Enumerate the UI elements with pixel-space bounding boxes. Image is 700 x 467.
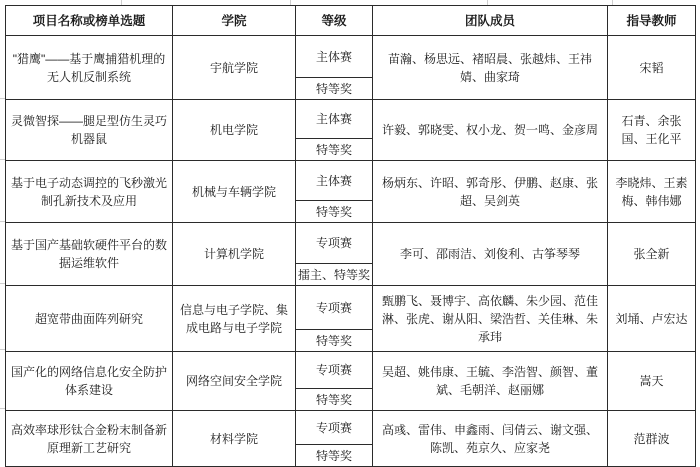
header-advisors: 指导教师 <box>626 13 677 28</box>
level-cell <box>296 161 373 222</box>
advisors-cell: 范群波 <box>633 431 670 446</box>
header-level: 等级 <box>296 6 373 35</box>
project-cell: 灵微智探——腿足型仿生灵巧机器鼠 <box>6 100 173 160</box>
level-cell <box>296 100 373 160</box>
project-cell: 基于国产基础软硬件平台的数据运维软件 <box>6 223 173 285</box>
members-cell: 甄鹏飞、聂博宇、高依麟、朱少园、范佳淋、张虎、谢从阳、梁浩哲、关佳琳、朱承玮 <box>373 286 608 351</box>
project-cell: "猎鹰"——基于鹰捕猎机理的无人机反制系统 <box>6 36 173 99</box>
level-bottom-cell: 特等奖 <box>296 388 372 410</box>
college-cell: 网络空间安全学院 <box>173 352 296 410</box>
college-cell: 机电学院 <box>173 100 296 160</box>
project-cell: 国产化的网络信息化安全防护体系建设 <box>6 352 173 410</box>
project-cell: 基于电子动态调控的飞秒激光制孔新技术及应用 <box>6 161 173 222</box>
level-cell <box>296 411 373 466</box>
advisors-cell: 石青、余张国、王化平 <box>621 114 682 146</box>
members-cell: 许毅、郭晓雯、权小龙、贺一鸣、金彦周 <box>373 100 608 160</box>
header-college: 学院 <box>173 6 296 35</box>
advisors-cell: 刘埇、卢宏达 <box>615 311 688 326</box>
level-cell <box>296 223 373 285</box>
project-cell: 超宽带曲面阵列研究 <box>6 286 173 351</box>
level-cell <box>296 352 373 410</box>
advisors-cell: 宋韬 <box>639 60 664 75</box>
level-top-cell: 专项赛 <box>315 420 352 435</box>
level-bottom-cell: 擂主、特等奖 <box>296 263 372 285</box>
table-row <box>6 352 695 411</box>
level-bottom-cell: 特等奖 <box>296 200 372 222</box>
level-bottom-cell: 特等奖 <box>296 138 372 160</box>
members-cell: 杨炳东、许昭、郭奇彤、伊鹏、赵康、张超、吴剑英 <box>373 161 608 222</box>
level-top-cell: 主体赛 <box>315 112 352 126</box>
level-bottom-cell: 特等奖 <box>296 77 372 99</box>
level-top-cell: 专项赛 <box>315 300 352 315</box>
college-cell: 材料学院 <box>173 411 296 466</box>
college-cell: 宇航学院 <box>173 36 296 99</box>
college-cell: 机械与车辆学院 <box>173 161 296 222</box>
project-cell: 高效率球形钛合金粉末制备新原理新工艺研究 <box>6 411 173 466</box>
table-row <box>6 100 695 161</box>
header-members: 团队成员 <box>373 6 608 35</box>
table-row <box>6 223 695 286</box>
level-top-cell: 专项赛 <box>315 363 352 377</box>
table-row <box>6 161 695 223</box>
college-cell: 计算机学院 <box>173 223 296 285</box>
advisors-cell: 嵩天 <box>639 374 664 388</box>
members-cell: 李可、邵雨洁、刘俊利、古筝琴琴 <box>373 223 608 285</box>
level-top-cell: 主体赛 <box>315 49 352 64</box>
level-bottom-cell: 特等奖 <box>296 329 372 351</box>
level-top-cell: 主体赛 <box>315 173 352 188</box>
advisors-cell: 李晓炜、王素梅、韩伟娜 <box>615 175 688 208</box>
table-header-row <box>6 6 695 36</box>
header-project: 项目名称或榜单选题 <box>6 6 173 35</box>
table-row <box>6 286 695 352</box>
level-cell <box>296 36 373 99</box>
members-cell: 吴超、姚伟康、王毓、李浩智、颜智、董斌、毛朝洋、赵丽娜 <box>373 352 608 410</box>
award-table <box>5 5 696 467</box>
level-bottom-cell: 特等奖 <box>296 444 372 466</box>
table-row <box>6 411 695 466</box>
table-row <box>6 36 695 100</box>
members-cell: 苗瀚、杨思远、褚昭晨、张越炜、王祎婧、曲家琦 <box>373 36 608 99</box>
members-cell: 高彧、雷伟、申鑫雨、闫倩云、谢文强、陈凯、苑京久、应家尧 <box>373 411 608 466</box>
college-cell: 信息与电子学院、集成电路与电子学院 <box>173 286 296 351</box>
level-cell <box>296 286 373 351</box>
advisors-cell: 张全新 <box>633 247 670 261</box>
level-top-cell: 专项赛 <box>315 236 352 250</box>
